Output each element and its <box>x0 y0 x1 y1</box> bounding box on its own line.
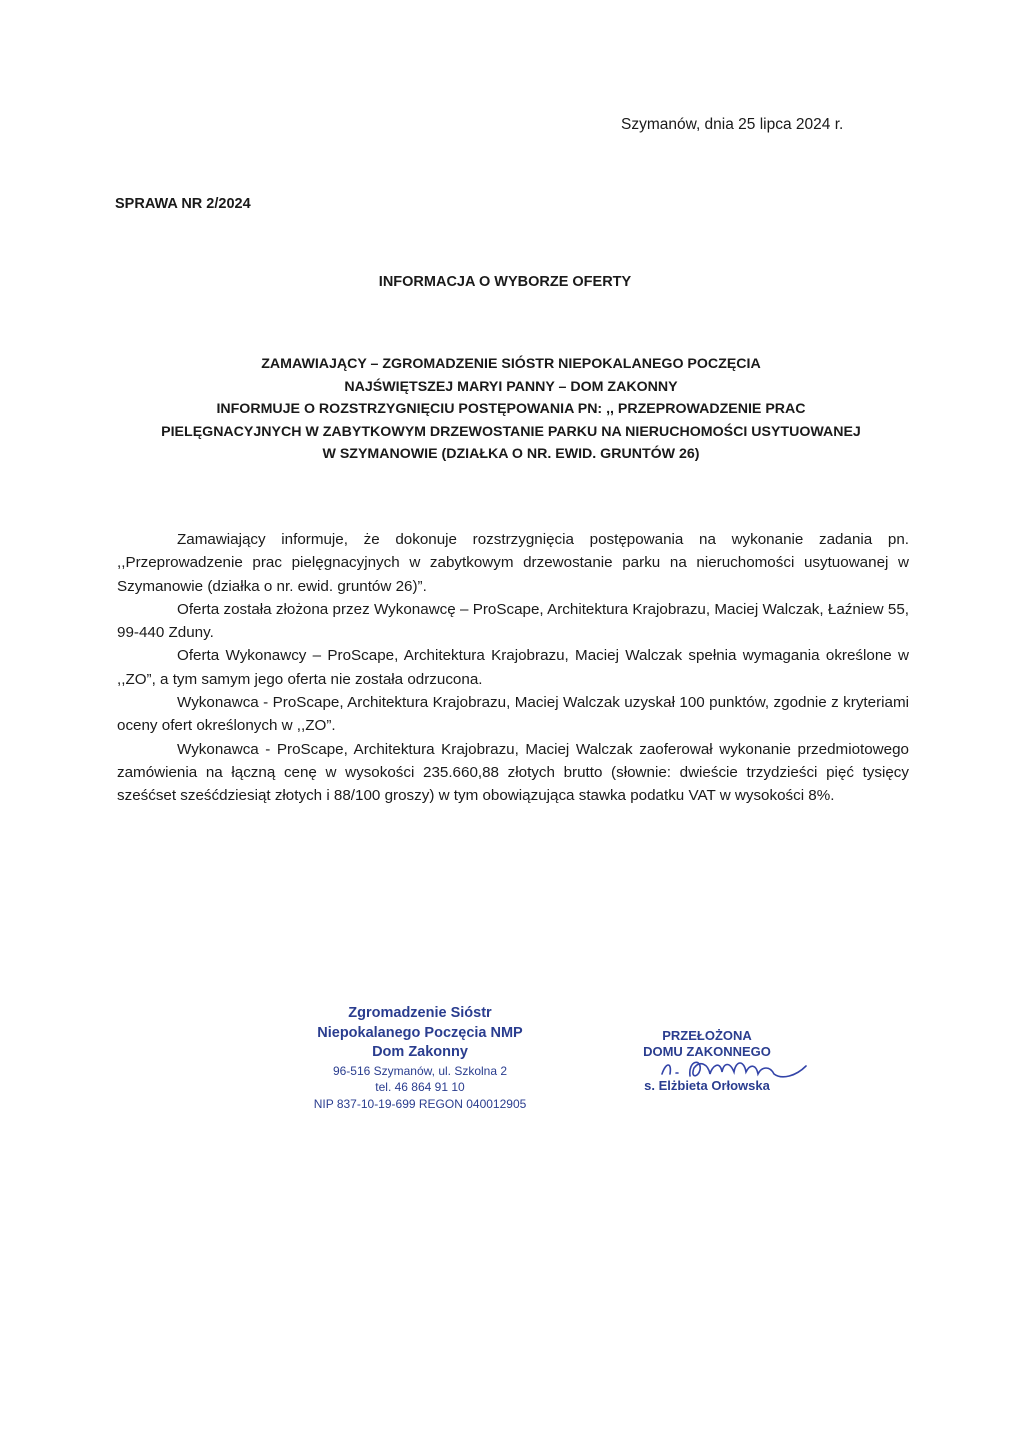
stamp-tax-ids: NIP 837-10-19-699 REGON 040012905 <box>313 1096 527 1111</box>
body-paragraph: Zamawiający informuje, że dokonuje rozstrzygnięcia postępowania na wykonanie zadania pn. ,,Przeprowadzenie prac pielęgnacyjnych w zabytkowym drzewostanie parku na nieruchomości usytuowanej w Szymanowie (działka o nr. ewid. gruntów 26)”. <box>117 531 909 595</box>
institution-stamp <box>280 1004 560 1112</box>
heading-line: PIELĘGNACYJNYCH W ZABYTKOWYM DRZEWOSTANIE PARKU NA NIERUCHOMOŚCI USYTUOWANEJ <box>161 423 861 440</box>
case-number: SPRAWA NR 2/2024 <box>115 196 251 212</box>
heading-line: INFORMUJE O ROZSTRZYGNIĘCIU POSTĘPOWANIA PN: ,, PRZEPROWADZENIE PRAC <box>216 401 806 417</box>
stamp-line: Dom Zakonny <box>372 1044 468 1060</box>
body-paragraph: Wykonawca - ProScape, Architektura Krajobrazu, Maciej Walczak uzyskał 100 punktów, zgodnie z kryteriami oceny ofert określonych w ,,ZO”. <box>117 694 909 735</box>
subject-heading <box>100 353 922 466</box>
heading-line: NAJŚWIĘTSZEJ MARYI PANNY – DOM ZAKONNY <box>344 378 678 395</box>
heading-line: ZAMAWIAJĄCY – ZGROMADZENIE SIÓSTR NIEPOKALANEGO POCZĘCIA <box>261 356 761 372</box>
stamp-line: Niepokalanego Poczęcia NMP <box>317 1024 523 1041</box>
signature-stroke <box>662 1062 806 1077</box>
body-paragraph: Oferta została złożona przez Wykonawcę – ProScape, Architektura Krajobrazu, Maciej Walczak, Łaźniew 55, 99-440 Zduny. <box>117 600 909 642</box>
document-title: INFORMACJA O WYBORZE OFERTY <box>378 274 632 290</box>
stamp-line: Zgromadzenie Sióstr <box>348 1005 492 1021</box>
heading-line: W SZYMANOWIE (DZIAŁKA O NR. EWID. GRUNTÓW 26) <box>322 446 700 462</box>
stamp-phone: tel. 46 864 91 10 <box>375 1080 465 1094</box>
body-paragraph: Wykonawca - ProScape, Architektura Krajobrazu, Maciej Walczak zaoferował wykonanie przedmiotowego zamówienia na łączną cenę w wysokości 235.660,88 złotych brutto (słownie: dwieście trzydzieści pięć tysięcy sześćset sześćdziesiąt złotych i 88/100 groszy) w tym obowiązująca stawka podatku VAT w wysokości 8%. <box>117 740 909 805</box>
stamp-role: PRZEŁOŻONA <box>662 1028 752 1043</box>
document-date: Szymanów, dnia 25 lipca 2024 r. <box>621 116 844 133</box>
stamp-house: DOMU ZAKONNEGO <box>643 1044 771 1059</box>
body-paragraph: Oferta Wykonawcy – ProScape, Architektura Krajobrazu, Maciej Walczak spełnia wymagania określone w ,,ZO”, a tym samym jego oferta nie została odrzucona. <box>117 647 909 688</box>
stamp-person-name: s. Elżbieta Orłowska <box>644 1078 770 1093</box>
handwritten-signature <box>650 1040 810 1090</box>
stamp-address: 96-516 Szymanów, ul. Szkolna 2 <box>332 1063 508 1078</box>
document-body <box>117 528 909 808</box>
